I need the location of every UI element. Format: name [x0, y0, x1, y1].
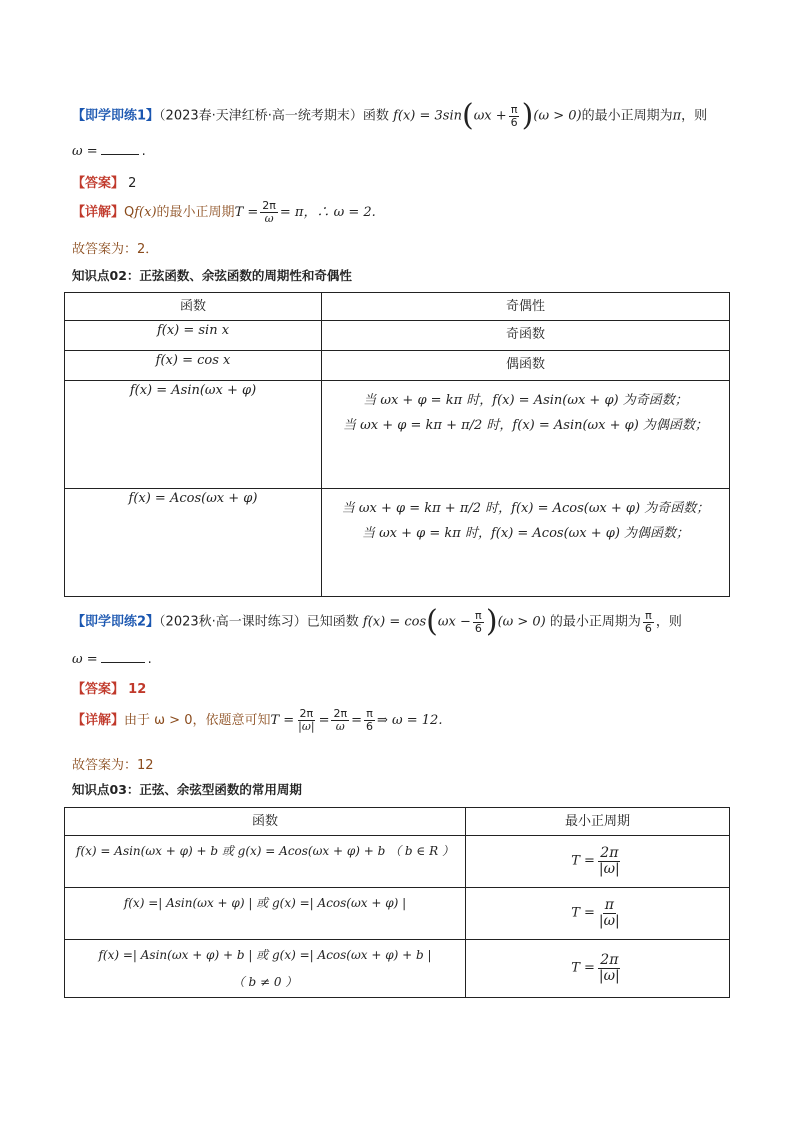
parity-line: 当 ωx + φ = kπ 时，f(x) = Asin(ωx + φ) 为奇函数； — [363, 393, 688, 408]
t-label: T = — [571, 906, 595, 921]
fraction: $\frac{\pi}{6}$ — [366, 707, 373, 733]
function-ref: f(x) — [134, 205, 157, 220]
row-function: f(x) = sin x — [65, 321, 322, 351]
row-function: f(x) = Asin(ωx + φ) + b 或 g(x) = Acos(ωx + φ) + b （ b ∈ R ） — [65, 836, 466, 888]
fraction: $\frac{2\pi}{\omega}$ — [333, 707, 348, 733]
t-label: T = — [571, 961, 595, 976]
practice1-blank-line — [72, 143, 146, 159]
table-header-row — [65, 808, 730, 836]
practice-text-b: 的最小正周期为 — [549, 614, 641, 630]
condition: (ω > 0) — [497, 614, 546, 630]
answer-blank[interactable] — [101, 143, 139, 155]
answer-blank[interactable] — [101, 651, 145, 663]
period-fraction: $\frac{2\pi}{\omega}$ — [262, 199, 276, 225]
period-mark: . — [147, 652, 152, 667]
table-row — [65, 351, 730, 381]
parity-line: 当 ωx + φ = kπ + π/2 时，f(x) = Asin(ωx + φ) 为偶函数； — [343, 418, 708, 433]
period-fraction: $\frac{2\pi}{|\omega|}$ — [598, 952, 620, 984]
answer-tag: 【答案】 — [72, 682, 125, 697]
table-row — [65, 489, 730, 597]
practice-text: 函数 — [362, 108, 389, 124]
row-parity — [322, 381, 730, 489]
omega-label: ω = — [72, 144, 98, 159]
function-expr: f(x) = 3sin — [393, 108, 462, 124]
answer2 — [72, 678, 146, 697]
inner-expr: ωx + — [473, 108, 507, 124]
right-paren: ) — [521, 98, 534, 133]
t-label: T = — [571, 854, 595, 869]
table-row — [65, 940, 730, 998]
fraction: $\frac{2\pi}{|\omega|}$ — [298, 707, 315, 733]
header-parity: 奇偶性 — [322, 293, 730, 321]
detail-rest: ⇒ ω = 12. — [377, 713, 443, 728]
omega-label: ω = — [72, 652, 98, 667]
period-table — [64, 807, 730, 998]
practice-source: （2023春·天津红桥·高一统考期末） — [159, 108, 363, 124]
row-period — [466, 888, 730, 940]
row-function — [65, 940, 466, 998]
left-paren: ( — [461, 98, 474, 133]
row-function-line: f(x) =| Asin(ωx + φ) + b | 或 g(x) =| Acos(ωx + φ) + b | — [98, 948, 432, 962]
condition: (ω > 0) — [533, 108, 582, 124]
row-period — [466, 836, 730, 888]
pi-over-6: $\frac{\pi}{6}$ — [474, 608, 482, 635]
practice-tag: 【即学即练2】 — [72, 614, 160, 630]
table-row — [65, 381, 730, 489]
table-row — [65, 321, 730, 351]
conclusion1: 故答案为：2． — [72, 242, 159, 257]
row-function: f(x) =| Asin(ωx + φ) | 或 g(x) =| Acos(ωx + φ) | — [65, 888, 466, 940]
answer-value: 2 — [128, 176, 137, 191]
section2-title: 知识点02：正弦函数、余弦函数的周期性和奇偶性 — [72, 268, 352, 283]
row-function: f(x) = cos x — [65, 351, 322, 381]
row-function-condition: （ b ≠ 0 ） — [232, 975, 298, 989]
practice-text: 已知函数 — [306, 614, 359, 630]
practice-tag: 【即学即练1】 — [72, 108, 160, 124]
right-paren: ) — [485, 604, 498, 639]
parity-table — [64, 292, 730, 597]
period-value: π — [672, 108, 682, 124]
table-header-row — [65, 293, 730, 321]
detail-rest: = π，∴ ω = 2. — [279, 205, 376, 220]
detail-tag: 【详解】 — [72, 713, 125, 728]
header-function: 函数 — [65, 293, 322, 321]
detail-text: 由于 ω > 0，依题意可知 — [124, 713, 271, 728]
header-period: 最小正周期 — [466, 808, 730, 836]
row-parity: 偶函数 — [322, 351, 730, 381]
answer-tag: 【答案】 — [72, 176, 125, 191]
period-fraction: $\frac{\pi}{|\omega|}$ — [598, 897, 620, 929]
practice-text-b: 的最小正周期为 — [581, 108, 673, 124]
inner-expr: ωx − — [437, 614, 471, 630]
answer1 — [72, 172, 136, 191]
section3-title: 知识点03：正弦、余弦型函数的常用周期 — [72, 782, 302, 797]
header-function: 函数 — [65, 808, 466, 836]
practice1-line — [72, 100, 707, 132]
period-mark: . — [141, 144, 146, 159]
row-period — [466, 940, 730, 998]
row-parity — [322, 489, 730, 597]
table-row — [65, 888, 730, 940]
row-function: f(x) = Acos(ωx + φ) — [65, 489, 322, 597]
practice2-blank-line — [72, 651, 152, 667]
t-label: T = — [234, 205, 259, 220]
detail-text: 的最小正周期 — [156, 205, 235, 220]
row-parity: 奇函数 — [322, 321, 730, 351]
practice2-line — [72, 606, 682, 638]
row-function: f(x) = Asin(ωx + φ) — [65, 381, 322, 489]
answer-value: 12 — [128, 682, 147, 697]
detail1 — [72, 198, 376, 228]
practice-text-c: ，则 — [681, 108, 708, 124]
period-fraction: $\frac{2\pi}{|\omega|}$ — [598, 845, 620, 877]
function-expr: f(x) = cos — [362, 614, 427, 630]
because-symbol: Q — [124, 205, 135, 220]
conclusion2: 故答案为：12 — [72, 758, 154, 773]
pi-over-6: $\frac{\pi}{6}$ — [510, 102, 518, 129]
parity-line: 当 ωx + φ = kπ 时，f(x) = Acos(ωx + φ) 为偶函数； — [361, 526, 690, 541]
parity-line: 当 ωx + φ = kπ + π/2 时，f(x) = Acos(ωx + φ) 为奇函数； — [341, 501, 710, 516]
left-paren: ( — [426, 604, 438, 639]
table-row — [65, 836, 730, 888]
practice-source: （2023秋·高一课时练习） — [159, 614, 307, 630]
detail2: 【详解】由于 ω > 0，依题意可知T = $\frac{2\pi}{|\omega|}$ = $\frac{2\pi}{\omega}$ = $\frac{\pi}{6}$ ⇒ ω = 12. — [72, 707, 443, 733]
practice-text-c: ，则 — [655, 614, 682, 630]
detail-tag: 【详解】 — [72, 205, 125, 220]
period-fraction: $\frac{\pi}{6}$ — [644, 608, 652, 635]
t-label: T = — [270, 713, 295, 728]
